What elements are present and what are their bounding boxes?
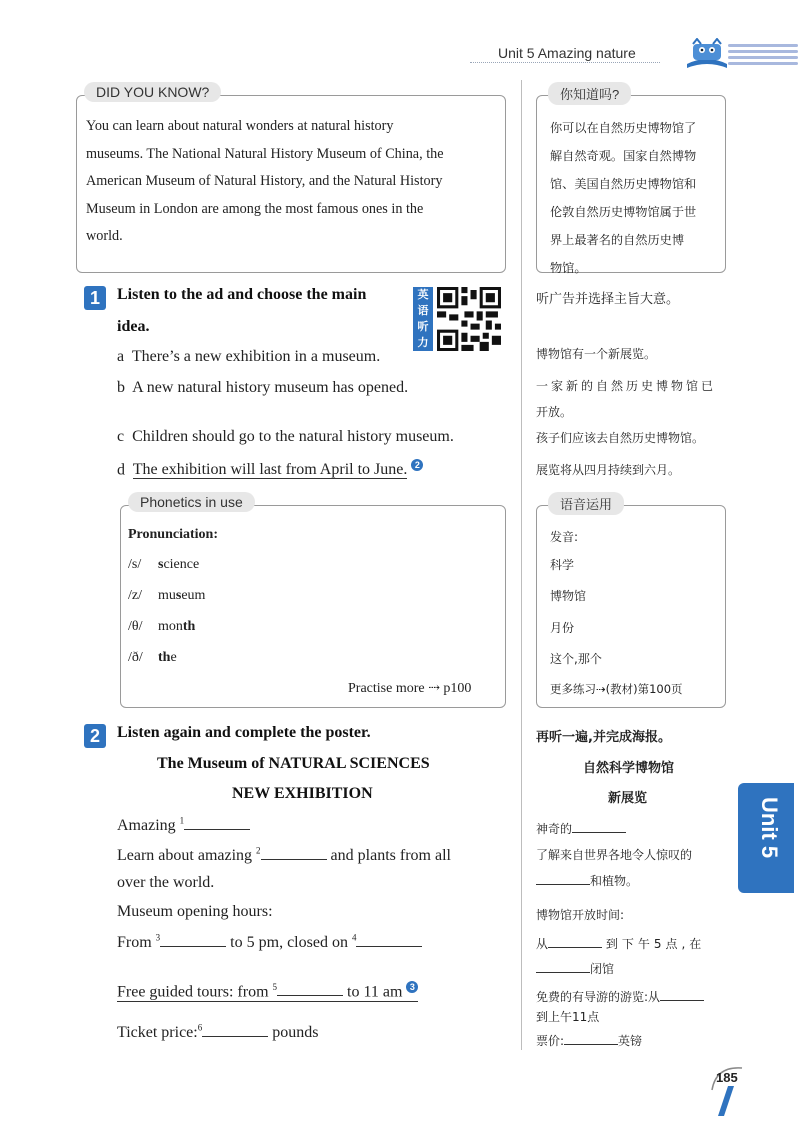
blank-3[interactable]: [160, 932, 226, 947]
pronunciation-heading: Pronunciation:: [128, 527, 218, 542]
did-you-know-label: DID YOU KNOW?: [84, 82, 221, 102]
did-you-know-text: You can learn about natural wonders at natural history museums. The National Natural History Museum of China, the American Museum of Natural History, and the Natural History Museum in London are among the most famous ones in the world.: [86, 118, 444, 244]
poster-title: The Museum of NATURAL SCIENCES: [157, 755, 430, 772]
phonetic-row-eth: /ð/ the: [128, 650, 177, 665]
cn-practise-more: 更多练习⇢(教材)第100页: [550, 682, 683, 696]
cn-option-b-line2: 开放。: [536, 405, 573, 419]
cn-phonetic-s: 科学: [550, 558, 575, 572]
header-stripes: [728, 44, 798, 70]
cn-from: 从 到下午5点,在: [536, 933, 705, 952]
poster-line-amazing: Amazing $^1$: [117, 815, 250, 835]
cn-hours: 博物馆开放时间:: [536, 908, 625, 922]
poster-subtitle: NEW EXHIBITION: [232, 785, 373, 802]
phonetics-label: Phonetics in use: [128, 492, 255, 512]
qr-listening-tag: 英语听力: [413, 287, 433, 351]
cn-tours-end: 到上午11点: [536, 1010, 600, 1024]
cn-tours: 免费的有导游的游览:从: [536, 986, 704, 1005]
exercise-1-title-line2: idea.: [117, 318, 150, 335]
option-d[interactable]: d The exhibition will last from April to June. $^2$: [117, 459, 423, 479]
cn-poster-title: 自然科学博物馆: [583, 761, 675, 776]
qr-code-icon: [437, 287, 501, 351]
exercise-2-number: 2: [84, 724, 106, 748]
cn-poster-subtitle: 新展览: [608, 791, 648, 806]
phonetic-row-z: /z/ museum: [128, 588, 206, 603]
cn-phonetics-label: 语音运用: [548, 492, 624, 515]
exercise-1-title-line1: Listen to the ad and choose the main: [117, 286, 367, 303]
blank-5[interactable]: [277, 981, 343, 996]
blank-1[interactable]: [184, 815, 250, 830]
header-title: Unit 5 Amazing nature: [498, 45, 636, 61]
cn-pronunciation-heading: 发音:: [550, 530, 579, 544]
cn-exercise-1-title: 听广告并选择主旨大意。: [536, 292, 680, 307]
option-a[interactable]: a There’s a new exhibition in a museum.: [117, 348, 381, 365]
poster-line-world: over the world.: [117, 874, 215, 891]
cn-amazing: 神奇的: [536, 818, 626, 837]
poster-line-ticket: Ticket price:$^6$ pounds: [117, 1022, 319, 1041]
cn-exercise-2-title: 再听一遍,并完成海报。: [536, 730, 671, 745]
exercise-2-title: Listen again and complete the poster.: [117, 724, 371, 741]
blank-2[interactable]: [261, 845, 327, 860]
cn-phonetic-theta: 月份: [550, 621, 575, 635]
exercise-1-number: 1: [84, 286, 106, 310]
blank-6[interactable]: [202, 1022, 268, 1037]
cn-learn: 了解来自世界各地令人惊叹的: [536, 848, 693, 862]
page-corner-swoosh-icon: [706, 1060, 756, 1120]
poster-line-from: From $^3$ to 5 pm, closed on $^4$: [117, 932, 422, 952]
phonetic-row-s: /s/ science: [128, 557, 200, 572]
note-marker-2: 2: [411, 459, 423, 471]
poster-line-tours: Free guided tours: from $^5$ to 11 am $^3$: [117, 981, 418, 1002]
practise-more-link[interactable]: Practise more ⇢ p100: [348, 681, 472, 696]
option-b[interactable]: b A new natural history museum has opened.: [117, 379, 409, 396]
poster-line-hours: Museum opening hours:: [117, 903, 273, 920]
poster-line-learn: Learn about amazing $^2$ and plants from all: [117, 845, 451, 864]
cn-phonetic-z: 博物馆: [550, 589, 587, 603]
unit-5-side-tab[interactable]: Unit 5: [738, 783, 794, 893]
blank-4[interactable]: [356, 932, 422, 947]
cn-option-d: 展览将从四月持续到六月。: [536, 463, 681, 477]
cn-option-a: 博物馆有一个新展览。: [536, 347, 657, 361]
cn-phonetic-eth: 这个,那个: [550, 652, 602, 666]
cn-plants: 和植物。: [536, 870, 638, 889]
cn-option-c: 孩子们应该去自然历史博物馆。: [536, 431, 705, 445]
qr-code[interactable]: [413, 287, 501, 351]
cn-did-you-know-label: 你知道吗?: [548, 82, 631, 105]
header-dotted-rule: [470, 62, 660, 63]
cn-option-b: 一家新的自然历史博物馆已: [536, 379, 717, 393]
page-number: 185: [716, 1070, 738, 1085]
cn-ticket: 票价: 英镑: [536, 1030, 642, 1049]
cn-closed: 闭馆: [536, 958, 614, 977]
column-divider: [521, 80, 522, 1050]
note-marker-3: 3: [406, 981, 418, 993]
mascot-book-icon: [683, 38, 731, 72]
option-c[interactable]: c Children should go to the natural history museum.: [117, 428, 454, 445]
cn-did-you-know-text: 你可以在自然历史博物馆了 解自然奇观。国家自然博物 馆、美国自然历史博物馆和 伦敦自然历史博物馆属于世 界上最著名的自然历史博 物馆。: [550, 121, 697, 275]
phonetic-row-theta: /θ/ month: [128, 619, 196, 634]
